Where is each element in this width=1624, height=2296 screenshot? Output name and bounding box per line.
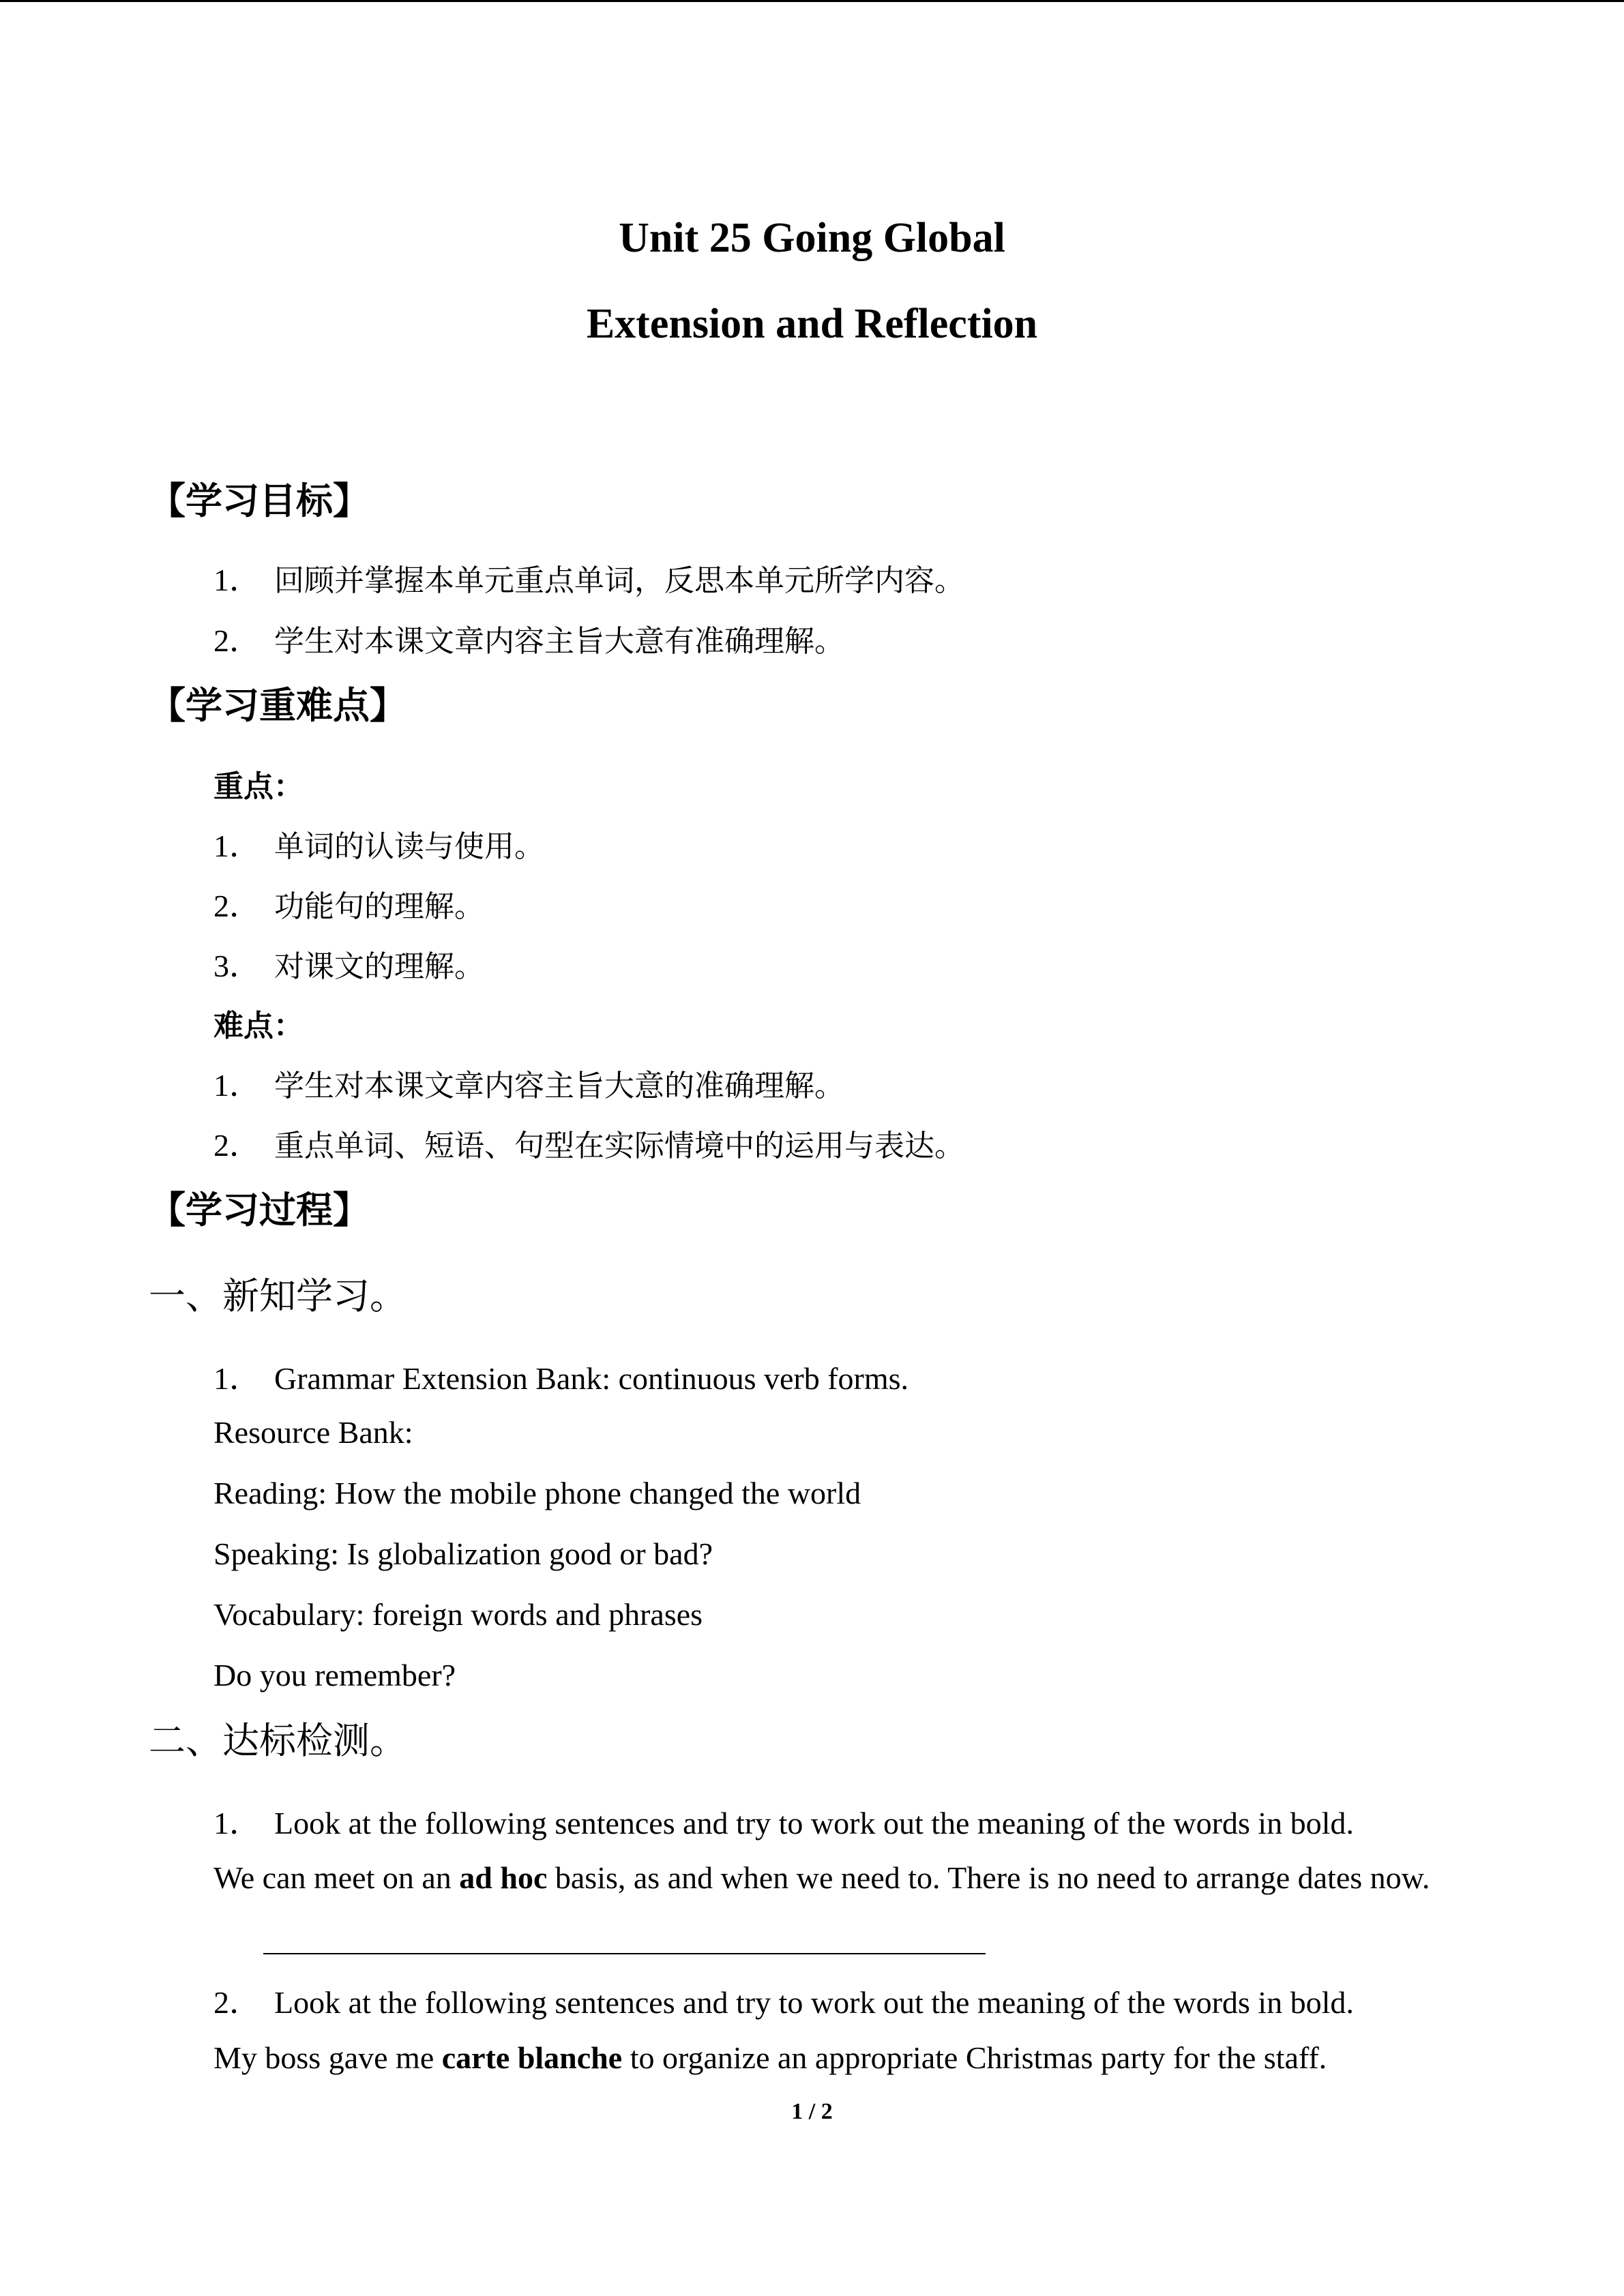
goal-item-number: 2． (213, 623, 261, 658)
page-indicator: 1 / 2 (791, 2099, 833, 2124)
part1-item-number: 1． (213, 1361, 261, 1396)
goals-heading: 【学习目标】 (149, 479, 370, 522)
hard-point-number: 1． (213, 1068, 261, 1103)
hard-points-label: 难点： (213, 1009, 304, 1043)
hard-point-item (213, 1060, 844, 1105)
hard-point-text: 重点单词、短语、句型在实际情境中的运用与表达。 (274, 1129, 964, 1163)
key-point-number: 2． (213, 889, 261, 923)
hard-point-text: 学生对本课文章内容主旨大意的准确理解。 (274, 1069, 844, 1103)
key-point-text: 对课文的理解。 (274, 949, 484, 984)
resource-line: Speaking: Is globalization good or bad? (213, 1536, 713, 1571)
resource-line: Reading: How the mobile phone changed the world (213, 1476, 861, 1510)
key-point-text: 功能句的理解。 (274, 889, 484, 924)
bold-term: ad hoc (459, 1860, 548, 1895)
key-point-item (213, 821, 544, 866)
sentence-text: My boss gave me (213, 2040, 442, 2075)
document-subtitle: Extension and Reflection (586, 301, 1038, 347)
goal-item (213, 555, 964, 600)
resource-bank-label: Resource Bank: (213, 1415, 413, 1450)
hard-point-number: 2． (213, 1128, 261, 1163)
resource-line: Vocabulary: foreign words and phrases (213, 1597, 703, 1632)
key-point-number: 3． (213, 949, 261, 983)
question-1-number: 1． (213, 1806, 261, 1840)
question-2 (213, 1978, 1354, 2023)
question-1-text: Look at the following sentences and try to work out the meaning of the words in bold. (274, 1806, 1354, 1840)
key-point-item (213, 881, 484, 926)
bold-term: carte blanche (441, 2040, 623, 2075)
question-2-sentence (213, 2040, 1327, 2076)
difficulty-heading: 【学习重难点】 (149, 684, 407, 727)
sentence-text: basis, as and when we need to. There is no need to arrange dates now. (547, 1860, 1430, 1895)
sentence-text: to organize an appropriate Christmas party for the staff. (622, 2040, 1327, 2075)
goal-item-text: 回顾并掌握本单元重点单词，反思本单元所学内容。 (274, 563, 964, 598)
key-point-item (213, 941, 484, 986)
hard-point-item (213, 1120, 964, 1165)
goal-item-number: 1． (213, 563, 261, 597)
key-points-label: 重点： (213, 769, 304, 804)
part1-item-text: Grammar Extension Bank: continuous verb forms. (274, 1361, 909, 1396)
document-title: Unit 25 Going Global (619, 215, 1005, 261)
key-point-number: 1． (213, 829, 261, 863)
part1-item (213, 1354, 909, 1399)
question-1-sentence (213, 1860, 1430, 1896)
goal-item (213, 616, 844, 661)
part1-title: 一、新知学习。 (149, 1274, 407, 1317)
part2-title: 二、达标检测。 (149, 1719, 407, 1762)
key-point-text: 单词的认读与使用。 (274, 829, 544, 864)
question-2-text: Look at the following sentences and try to work out the meaning of the words in bold. (274, 1985, 1354, 2020)
answer-blank-line[interactable] (263, 1953, 986, 1954)
question-1 (213, 1798, 1354, 1843)
process-heading: 【学习过程】 (149, 1189, 370, 1232)
top-border-line (0, 0, 1624, 2)
sentence-text: We can meet on an (213, 1860, 460, 1895)
resource-line: Do you remember? (213, 1658, 456, 1693)
question-2-number: 2． (213, 1985, 261, 2020)
goal-item-text: 学生对本课文章内容主旨大意有准确理解。 (274, 624, 844, 659)
